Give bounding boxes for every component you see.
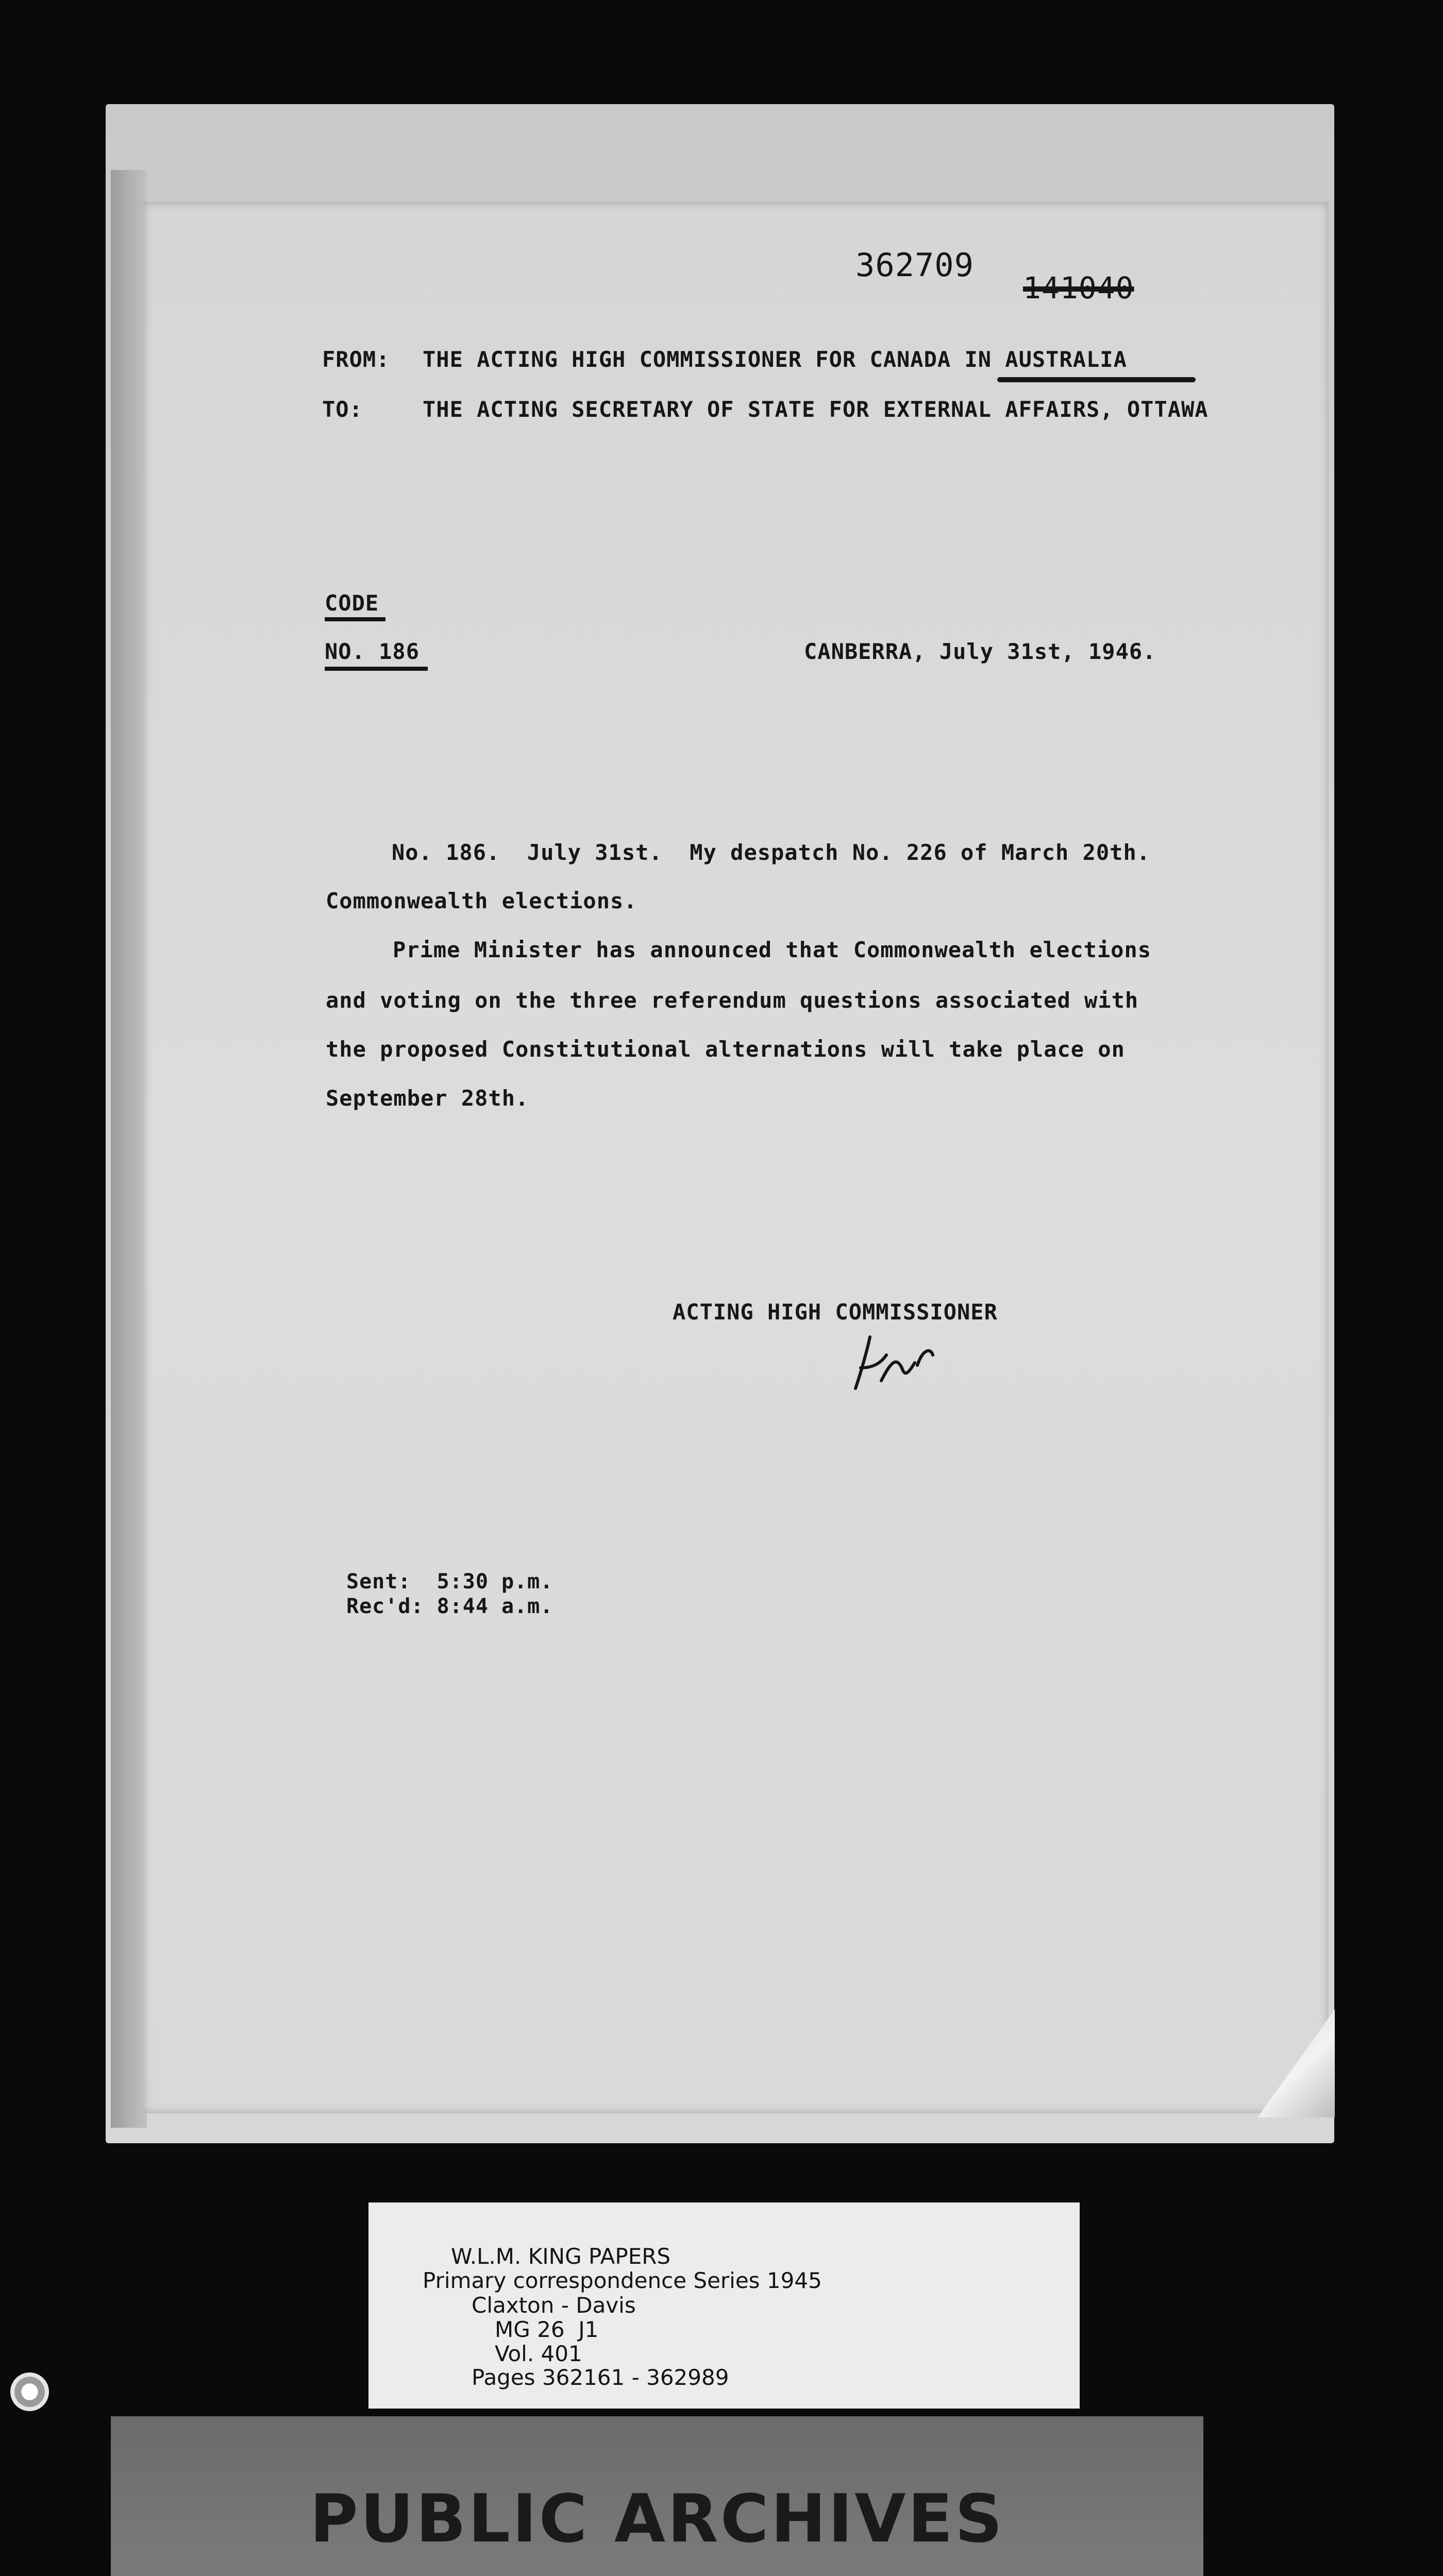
- body-line-3: Prime Minister has announced that Commonwealth elections: [393, 937, 1152, 962]
- message-number-underline: [325, 667, 428, 671]
- stamp-line-1: PUBLIC ARCHIVES: [310, 2481, 1004, 2557]
- label-line-2: Primary correspondence Series 1945: [423, 2268, 822, 2293]
- label-line-1: W.L.M. KING PAPERS: [451, 2244, 671, 2269]
- to-text: THE ACTING SECRETARY OF STATE FOR EXTERNAL AFFAIRS, OTTAWA: [423, 397, 1209, 422]
- label-line-3: Claxton - Davis: [472, 2293, 636, 2318]
- place-date: CANBERRA, July 31st, 1946.: [804, 639, 1156, 664]
- archives-stamp: [111, 2416, 1203, 2576]
- label-line-6: Pages 362161 - 362989: [472, 2365, 729, 2390]
- body-line-6: September 28th.: [326, 1086, 529, 1111]
- sent-time: Sent: 5:30 p.m.: [346, 1570, 553, 1594]
- from-text: THE ACTING HIGH COMMISSIONER FOR CANADA IN AUSTRALIA: [423, 347, 1127, 372]
- punch-hole: [10, 2372, 49, 2411]
- struck-number: 141040: [1023, 270, 1134, 306]
- received-time: Rec'd: 8:44 a.m.: [346, 1595, 553, 1618]
- handwritten-signature: [845, 1319, 948, 1401]
- document-number: 362709: [855, 246, 974, 284]
- archive-label: [368, 2202, 1080, 2409]
- message-number: NO. 186: [325, 639, 420, 664]
- telegram-page: [143, 202, 1329, 2113]
- body-line-5: the proposed Constitutional alternations will take place on: [326, 1037, 1125, 1062]
- to-label: TO:: [322, 397, 363, 422]
- page-edge: [111, 170, 147, 2128]
- from-label: FROM:: [322, 347, 390, 372]
- body-line-4: and voting on the three referendum questions associated with: [326, 988, 1139, 1013]
- body-line-2: Commonwealth elections.: [326, 888, 637, 913]
- signatory: ACTING HIGH COMMISSIONER: [673, 1299, 998, 1325]
- code-underline: [325, 617, 385, 621]
- code-label: CODE: [325, 590, 379, 616]
- label-line-4: MG 26 J1: [495, 2317, 599, 2342]
- label-line-5: Vol. 401: [495, 2341, 582, 2366]
- australia-underline: [997, 377, 1196, 382]
- body-line-1: No. 186. July 31st. My despatch No. 226 of March 20th.: [392, 840, 1151, 865]
